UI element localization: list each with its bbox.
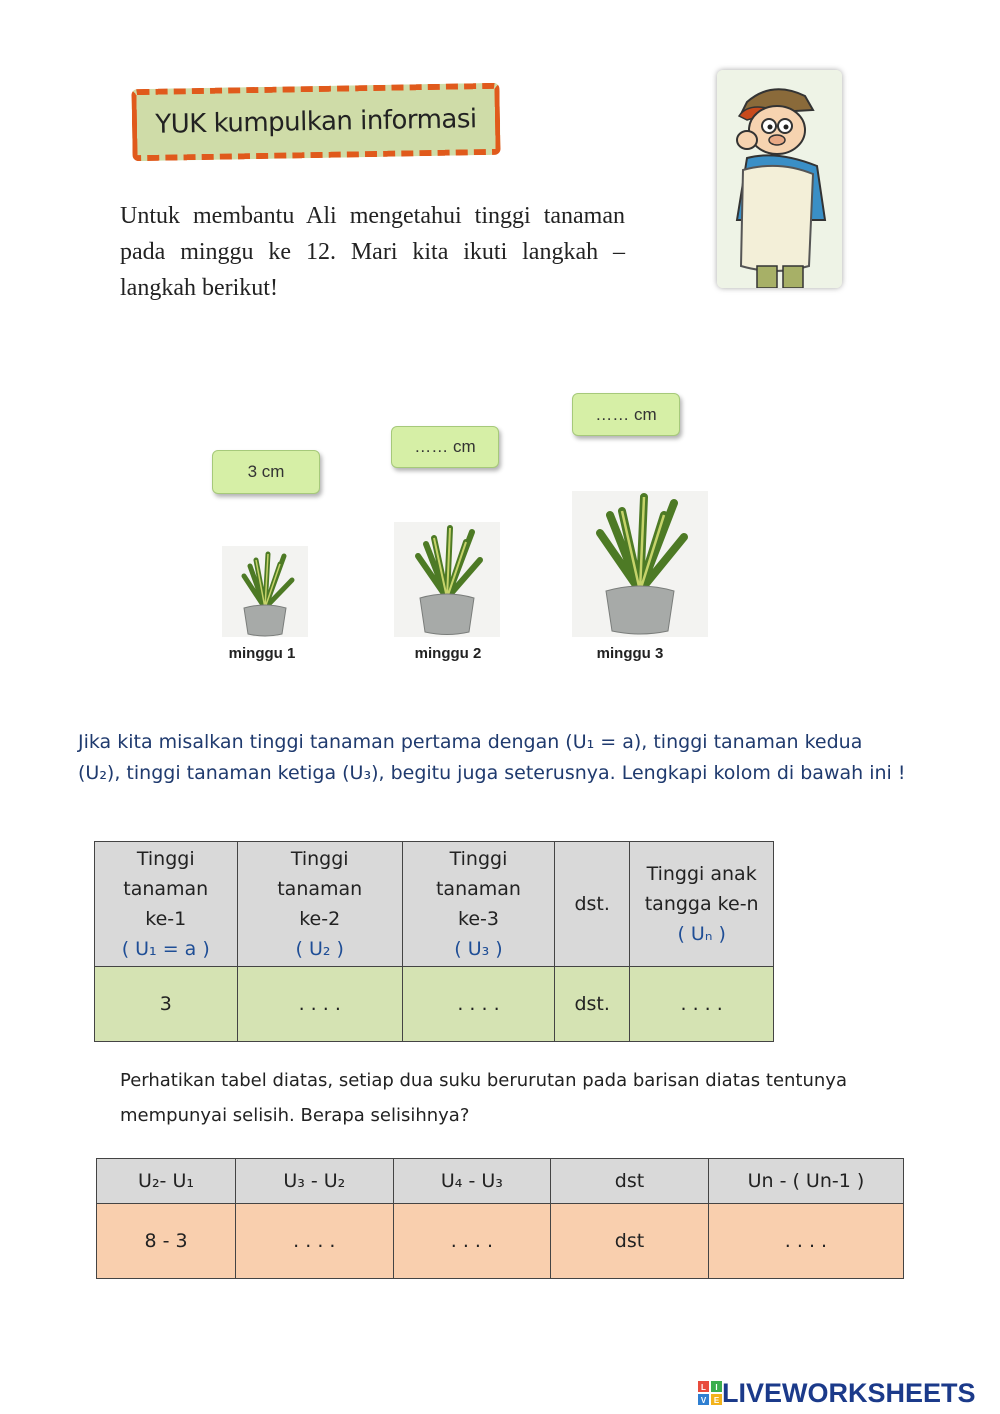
plant-height-input[interactable]: …… cm [391,426,499,468]
plant-image [394,522,500,637]
svg-text:E: E [713,1396,720,1405]
answer-input-cell[interactable]: . . . . [237,967,402,1042]
height-sequence-table [94,841,774,1042]
liveworksheets-logo-icon [698,1381,722,1405]
table-header-cell: Tinggi anak tangga ke-n ( Uₙ ) [630,842,774,967]
table-header-cell: Tinggi tanaman ke-1 ( U₁ = a ) [95,842,238,967]
plant-image [222,546,308,637]
table-value-cell: dst [551,1204,709,1279]
table-header-cell: U₂- U₁ [97,1159,236,1204]
table-header-cell: dst [551,1159,709,1204]
liveworksheets-logo [698,1378,976,1408]
plant-height-input[interactable]: …… cm [572,393,680,436]
difference-table [96,1158,904,1279]
section-banner [131,83,500,161]
instruction-paragraph: Jika kita misalkan tinggi tanaman pertama dengan (U₁ = a), tinggi tanaman kedua (U₂), tinggi tanaman ketiga (U₃), begitu juga seterusnya. Lengkapi kolom di bawah ini ! [78,731,906,784]
answer-input-cell[interactable]: . . . . [708,1204,903,1279]
table-header-cell: U₃ - U₂ [236,1159,394,1204]
difference-question: Perhatikan tabel diatas, setiap dua suku berurutan pada barisan diatas tentunya mempunyai selisih. Berapa selisihnya? [120,1070,847,1126]
table-header-cell: Tinggi tanaman ke-2 ( U₂ ) [237,842,402,967]
table-value-cell: 8 - 3 [97,1204,236,1279]
intro-text: Untuk membantu Ali mengetahui tinggi tanaman pada minggu ke 12. Mari kita ikuti langkah – langkah berikut! [120,203,625,301]
table-value-cell: dst. [555,967,630,1042]
answer-input-cell[interactable]: . . . . [236,1204,394,1279]
svg-text:V: V [700,1396,707,1405]
explorer-character-image [717,70,842,288]
table-header-cell: Tinggi tanaman ke-3 ( U₃ ) [402,842,554,967]
svg-text:I: I [715,1383,718,1392]
table-header-cell: dst. [555,842,630,967]
week-label: minggu 3 [596,645,664,662]
brand-name: LIVEWORKSHEETS [722,1377,976,1408]
week-label: minggu 2 [414,645,482,662]
svg-text:L: L [701,1383,706,1392]
answer-input-cell[interactable]: . . . . [630,967,774,1042]
table-header-cell: Un - ( Un-1 ) [708,1159,903,1204]
answer-input-cell[interactable]: . . . . [402,967,554,1042]
answer-input-cell[interactable]: . . . . [393,1204,551,1279]
table-header-cell: U₄ - U₃ [393,1159,551,1204]
table-value-cell: 3 [95,967,238,1042]
plant-image [572,491,708,637]
banner-title: YUK kumpulkan informasi [155,104,477,140]
week-label: minggu 1 [228,645,296,662]
plant-height-label: 3 cm [212,450,320,494]
